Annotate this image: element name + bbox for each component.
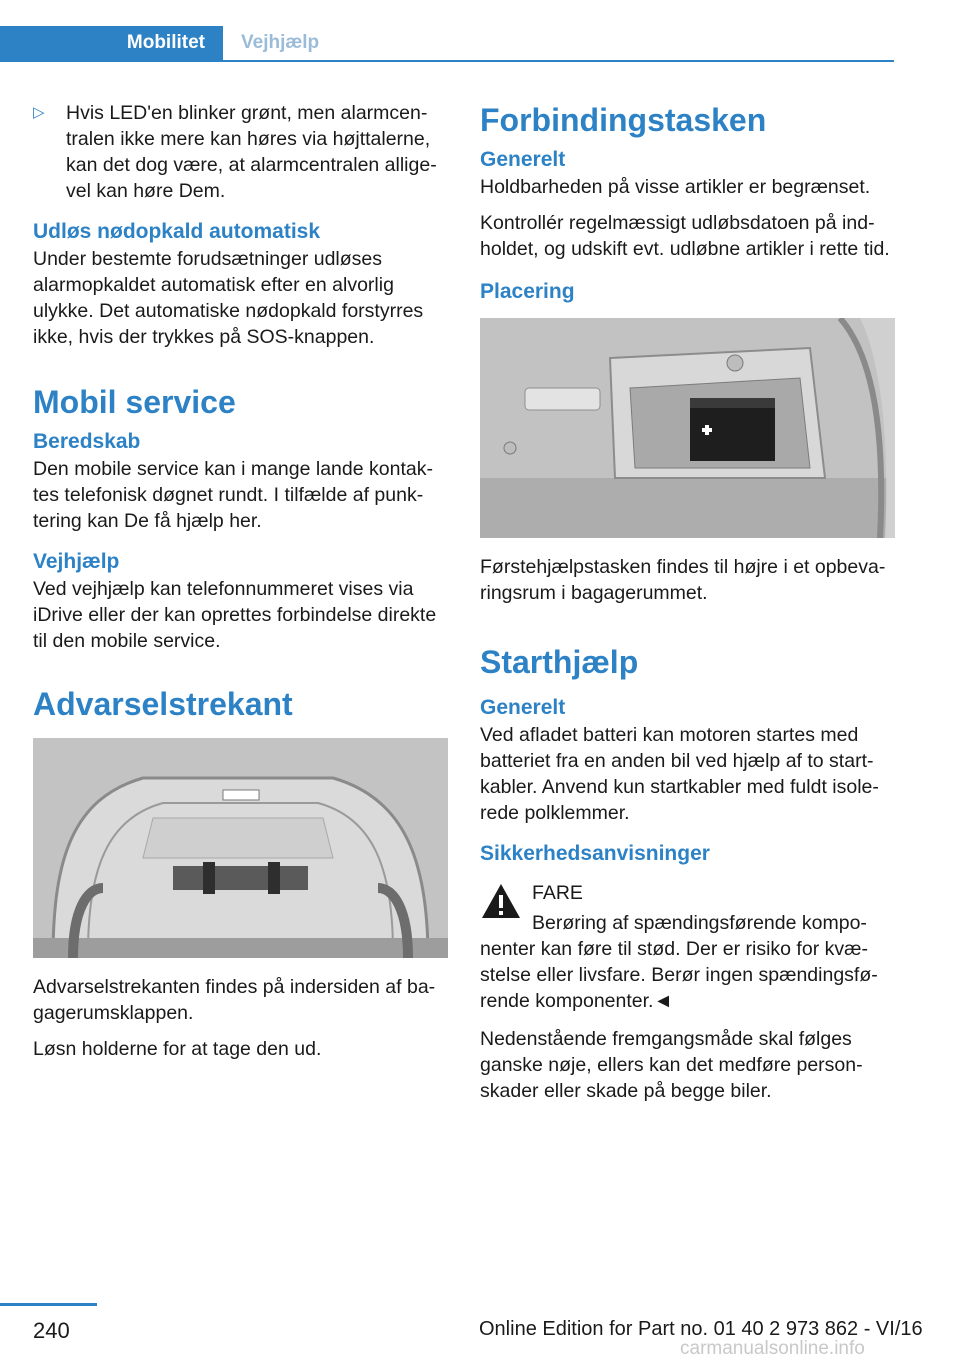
placering-caption: Førstehjælpstasken findes til højre i et opbevaringsrum i bagagerummet. [480, 556, 886, 604]
udlos-paragraph: Under bestemte forudsætninger udløses alarmopkaldet automatisk efter en alvorlig ulykke. Det automatiske nødopkald forstyrres ikke, hvis der trykkes på SOS-knappen. [33, 248, 424, 348]
heading-vejhjaelp: Vejhjælp [33, 550, 120, 573]
tab-mobilitet[interactable]: Mobilitet [0, 26, 223, 60]
heading-sikkerhedsanvisninger: Sikkerhedsanvisninger [480, 842, 710, 865]
trunk-lid-image [33, 738, 448, 958]
heading-udlos-nodopkald: Udløs nødopkald automatisk [33, 220, 321, 243]
heading-generelt-2: Generelt [480, 696, 566, 719]
first-aid-kit-image [480, 318, 895, 538]
heading-starthjaelp: Starthjælp [480, 644, 639, 680]
left-column [33, 100, 448, 1072]
danger-warning [480, 880, 895, 906]
generelt-2-paragraph: Ved afladet batteri kan motoren startes med batteriet fra en anden bil ved hjælp af to startkabler. Anvend kun startkabler med fuldt isolerede polklemmer. [480, 724, 879, 824]
vejhjaelp-paragraph: Ved vejhjælp kan telefonnummeret vises via iDrive eller der kan oprettes forbindelse direkte til den mobile service. [33, 578, 437, 652]
page-header [0, 0, 894, 62]
footer-divider [0, 1303, 97, 1306]
first-aid-kit-illustration [480, 318, 895, 538]
triangle-bullet-icon: ▷ [33, 104, 45, 121]
fare-label: FARE [532, 882, 583, 904]
bullet-text: Hvis LED'en blinker grønt, men alarmcentralen ikke mere kan høres via højttalerne, kan det dog være, at alarmcentralen alligevel kan høre Dem. [66, 102, 437, 202]
fare-text: Berøring af spændingsførende komponenter kan føre til stød. Der er risiko for kvæstelse eller livsfare. Berør ingen spændingsførende komponenter.◄ [480, 912, 878, 1012]
generelt-paragraph-1: Holdbarheden på visse artikler er begrænset. [480, 176, 871, 198]
tab-vejhjaelp[interactable]: Vejhjælp [241, 32, 320, 53]
watermark: carmanualsonline.info [680, 1338, 865, 1359]
heading-generelt: Generelt [480, 148, 566, 171]
edition-info: Online Edition for Part no. 01 40 2 973 862 - VI/16 [479, 1318, 923, 1340]
right-column [480, 100, 895, 1114]
warning-triangle-icon [480, 882, 522, 920]
nedenstaaende-paragraph: Nedenstående fremgangsmåde skal følges ganske nøje, ellers kan det medføre personskader eller skade på begge biler. [480, 1028, 863, 1102]
heading-mobil-service: Mobil service [33, 384, 236, 420]
beredskab-paragraph: Den mobile service kan i mange lande kontaktes telefonisk døgnet rundt. I tilfælde af punktering kan De få hjælp her. [33, 458, 433, 532]
generelt-paragraph-2: Kontrollér regelmæssigt udløbsdatoen på indholdet, og udskift evt. udløbne artikler i rette tid. [480, 212, 890, 260]
trunk-lid-illustration [33, 738, 448, 958]
advarsel-instruction: Løsn holderne for at tage den ud. [33, 1038, 322, 1060]
page-number: 240 [33, 1318, 70, 1343]
heading-advarselstrekant: Advarselstrekant [33, 686, 293, 722]
heading-placering: Placering [480, 280, 575, 303]
led-bullet-item [33, 100, 448, 204]
heading-forbindingstasken: Forbindingstasken [480, 102, 767, 138]
advarsel-caption: Advarselstrekanten findes på indersiden af bagagerumsklappen. [33, 976, 436, 1024]
header-divider [0, 60, 894, 62]
heading-beredskab: Beredskab [33, 430, 141, 453]
